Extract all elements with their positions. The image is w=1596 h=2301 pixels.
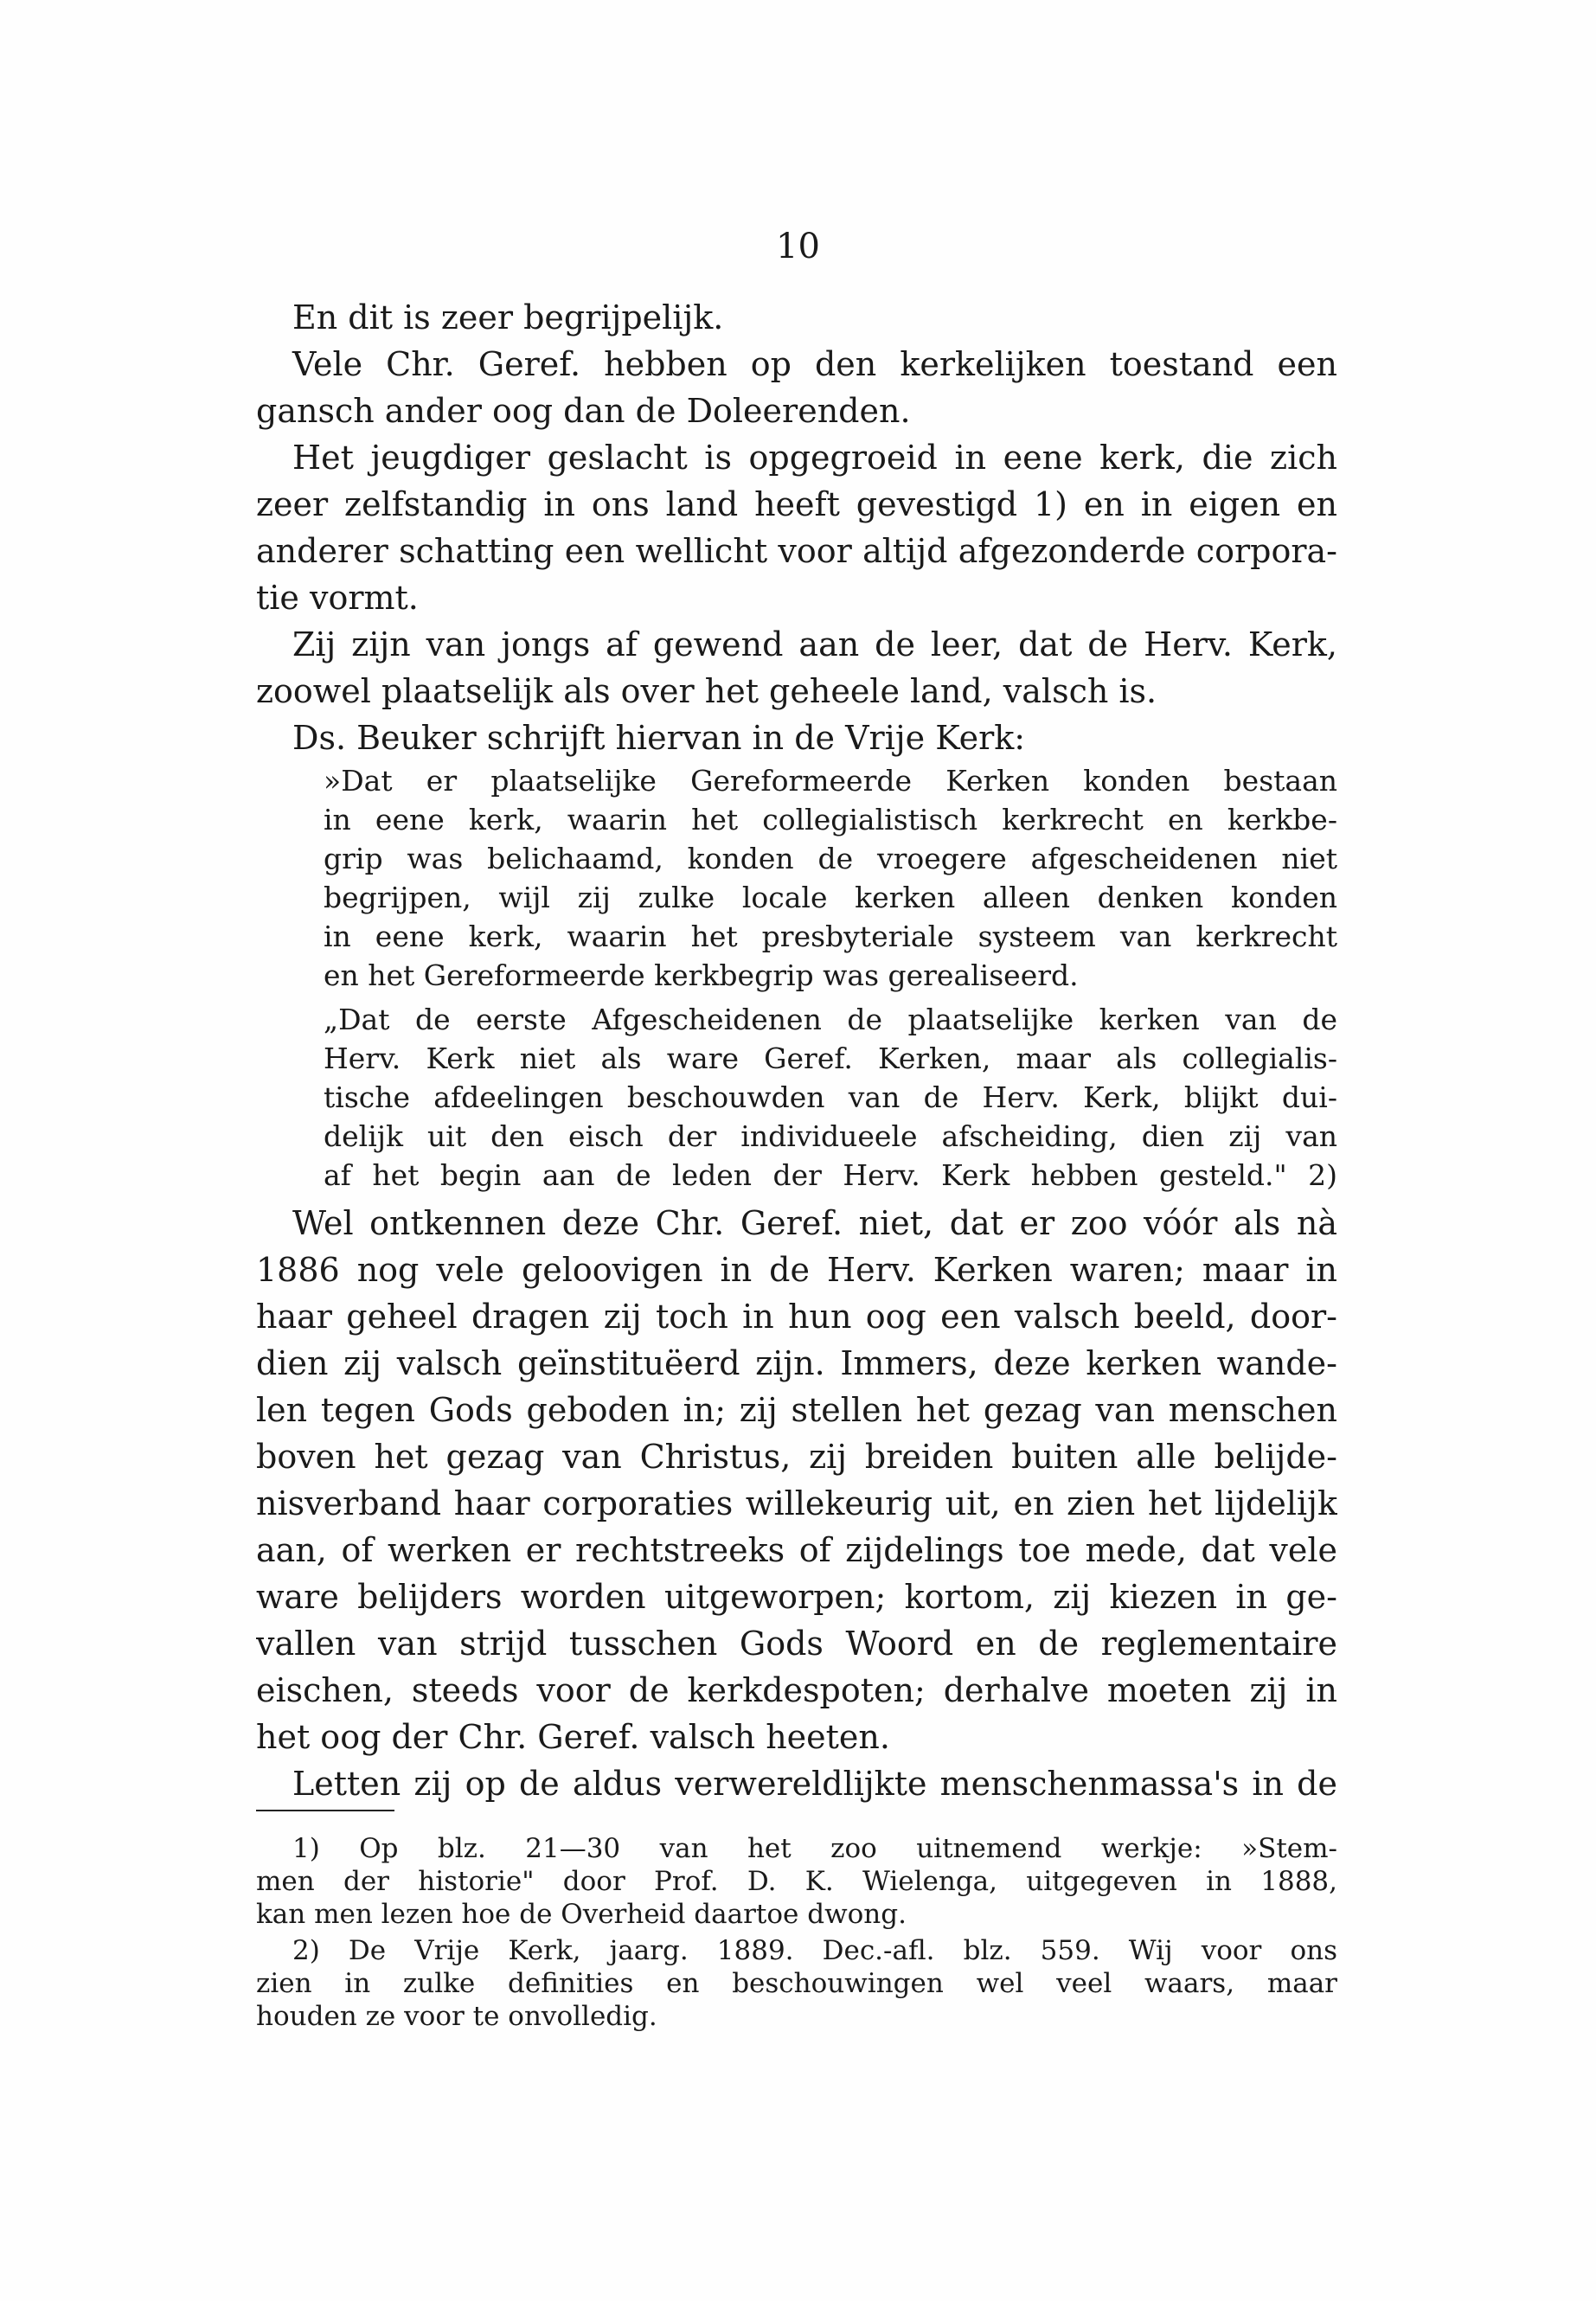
text-line: begrijpen, wijl zij zulke locale kerken alleen denken konden bbox=[324, 881, 1337, 914]
text-line: het oog der Chr. Geref. valsch heeten. bbox=[256, 1718, 890, 1756]
footnotes bbox=[256, 1832, 1337, 2036]
text-line: »Dat er plaatselijke Gereformeerde Kerken konden bestaan bbox=[324, 764, 1337, 798]
text-line: en het Gereformeerde kerkbegrip was gerealiseerd. bbox=[324, 958, 1079, 992]
page-number: 10 bbox=[776, 227, 820, 266]
text-line: haar geheel dragen zij toch in hun oog een valsch beeld, door- bbox=[256, 1298, 1337, 1336]
text-line: dien zij valsch geïnstituëerd zijn. Immers, deze kerken wande- bbox=[256, 1344, 1337, 1382]
text-line: houden ze voor te onvolledig. bbox=[256, 2001, 657, 2032]
text-line: aan, of werken er rechtstreeks of zijdelings toe mede, dat vele bbox=[256, 1531, 1337, 1569]
text-line: Zij zijn van jongs af gewend aan de leer, dat de Herv. Kerk, bbox=[292, 625, 1337, 663]
paragraph bbox=[256, 715, 1337, 761]
text-line: gansch ander oog dan de Doleerenden. bbox=[256, 392, 911, 430]
text-line: men der historie" door Prof. D. K. Wielenga, uitgegeven in 1888, bbox=[256, 1866, 1337, 1897]
paragraph bbox=[256, 434, 1337, 621]
text-line: En dit is zeer begrijpelijk. bbox=[292, 298, 724, 336]
footnote bbox=[256, 1934, 1337, 2033]
text-line: Herv. Kerk niet als ware Geref. Kerken, maar als collegialis- bbox=[324, 1042, 1337, 1075]
text-line: vallen van strijd tusschen Gods Woord en de reglementaire bbox=[256, 1625, 1337, 1663]
text-line: in eene kerk, waarin het presbyteriale systeem van kerkrecht bbox=[324, 920, 1337, 953]
main-text bbox=[256, 294, 1337, 1807]
text-line: Ds. Beuker schrijft hiervan in de Vrije Kerk: bbox=[292, 719, 1026, 757]
text-line: 2) De Vrije Kerk, jaarg. 1889. Dec.-afl. blz. 559. Wij voor ons bbox=[292, 1935, 1337, 1966]
text-line: 1886 nog vele geloovigen in de Herv. Kerken waren; maar in bbox=[256, 1251, 1337, 1289]
quote-paragraph bbox=[324, 1000, 1337, 1195]
text-line: tische afdeelingen beschouwden van de Herv. Kerk, blijkt dui- bbox=[324, 1080, 1337, 1114]
text-line: tie vormt. bbox=[256, 579, 419, 617]
paragraph bbox=[256, 1760, 1337, 1807]
text-line: 1) Op blz. 21—30 van het zoo uitnemend werkje: »Stem- bbox=[292, 1833, 1337, 1864]
footnote-divider bbox=[256, 1810, 394, 1811]
text-line: zeer zelfstandig in ons land heeft gevestigd 1) en in eigen en bbox=[256, 485, 1337, 523]
text-line: Vele Chr. Geref. hebben op den kerkelijken toestand een bbox=[292, 345, 1337, 383]
text-line: boven het gezag van Christus, zij breiden buiten alle belijde- bbox=[256, 1438, 1337, 1476]
paragraph bbox=[256, 341, 1337, 434]
text-line: nisverband haar corporaties willekeurig uit, en zien het lijdelijk bbox=[256, 1484, 1337, 1522]
block-quote bbox=[256, 761, 1337, 1195]
text-line: delijk uit den eisch der individueele afscheiding, dien zij van bbox=[324, 1119, 1337, 1153]
text-line: Letten zij op de aldus verwereldlijkte menschenmassa's in de bbox=[292, 1765, 1337, 1803]
text-line: ware belijders worden uitgeworpen; kortom, zij kiezen in ge- bbox=[256, 1578, 1337, 1616]
text-line: grip was belichaamd, konden de vroegere afgescheidenen niet bbox=[324, 842, 1337, 875]
text-line: „Dat de eerste Afgescheidenen de plaatselijke kerken van de bbox=[324, 1003, 1337, 1036]
paragraph bbox=[256, 621, 1337, 715]
text-line: anderer schatting een wellicht voor altijd afgezonderde corpora- bbox=[256, 532, 1337, 570]
text-line: kan men lezen hoe de Overheid daartoe dwong. bbox=[256, 1899, 907, 1930]
text-line: Wel ontkennen deze Chr. Geref. niet, dat er zoo vóór als nà bbox=[292, 1204, 1337, 1242]
text-line: len tegen Gods geboden in; zij stellen het gezag van menschen bbox=[256, 1391, 1337, 1429]
text-line: zoowel plaatselijk als over het geheele land, valsch is. bbox=[256, 672, 1157, 710]
quote-paragraph bbox=[324, 761, 1337, 995]
text-line: in eene kerk, waarin het collegialistisch kerkrecht en kerkbe- bbox=[324, 803, 1337, 836]
paragraph bbox=[256, 1200, 1337, 1760]
text-line: af het begin aan de leden der Herv. Kerk hebben gesteld." 2) bbox=[324, 1158, 1337, 1192]
paragraph bbox=[256, 294, 1337, 341]
text-line: Het jeugdiger geslacht is opgegroeid in eene kerk, die zich bbox=[292, 439, 1337, 477]
footnote bbox=[256, 1832, 1337, 1931]
text-line: zien in zulke definities en beschouwingen wel veel waars, maar bbox=[256, 1968, 1337, 1999]
text-line: eischen, steeds voor de kerkdespoten; derhalve moeten zij in bbox=[256, 1671, 1337, 1709]
